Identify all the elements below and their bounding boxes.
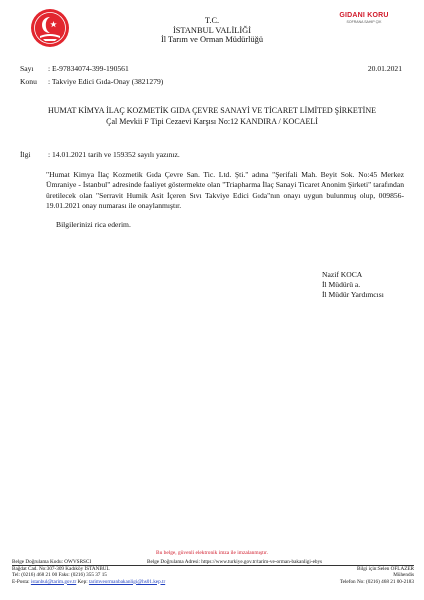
document-date: 20.01.2021 xyxy=(367,64,402,73)
body-paragraph xyxy=(46,170,404,211)
sayi-row xyxy=(20,64,129,73)
header-line-valilik: İSTANBUL VALİLİĞİ xyxy=(172,25,252,35)
header-line-mudurluk: İl Tarım ve Orman Müdürlüğü xyxy=(160,35,264,45)
contact-phone: Telefon No: (0216) 468 21 00-2183 xyxy=(339,578,414,585)
kep-link[interactable]: tarimveormanbakanligi@hs01.kep.tr xyxy=(88,578,166,585)
body-text: "Humat Kimya İlaç Kozmetik Gıda Çevre San. Tic. Ltd. Şti." adına "Şerifali Mah. Beyit Sok. No:45 Merkez Ümraniye - İstanbul" adresinde faaliyet göstermekte olan "Triapharma İlaç Sanayi Ticaret Anonim Şirketi" tarafından üretilecek olan "Serravit Humik Asit İçeren Sıvı Takviye Edici Gıda"nın onayı uygun bulunmuş olup, 009856-19.01.2021 onay numarası ile onaylanmıştır. xyxy=(46,170,404,210)
email-link[interactable]: istanbul@tarim.gov.tr xyxy=(30,578,77,585)
logo-tagline: SOFRANA SAHIP ÇIK xyxy=(346,20,382,24)
sayi-value: : E-97834074-399-190561 xyxy=(48,64,129,73)
recipient-block xyxy=(0,105,424,127)
signatory-title-1: İl Müdürü a. xyxy=(322,280,361,290)
document-header xyxy=(0,16,424,45)
kep-label: Kep: xyxy=(76,578,89,585)
konu-label: Konu xyxy=(20,77,37,86)
closing-line: Bilgilerinizi rica ederim. xyxy=(56,220,131,229)
logo-brand-text: GIDANI KORU xyxy=(339,12,389,19)
verify-address[interactable]: Belge Doğrulama Adresi: https://www.turkiye.gov.tr/tarim-ve-orman-bakanligi-ebys xyxy=(147,559,323,565)
email-label: E-Posta: xyxy=(12,578,31,585)
footer-phone-fax: Tel: (0216) 468 21 00 Faks: (0216) 355 37 15 xyxy=(12,572,107,579)
e-signature-notice: Bu belge, güvenli elektronik imza ile imzalanmıştır. xyxy=(156,550,268,556)
contact-title: Mühendis xyxy=(393,572,414,579)
konu-value: : Takviye Edici Gıda-Onay (3821279) xyxy=(48,77,164,86)
signatory-title-2: İl Müdür Yardımcısı xyxy=(322,290,384,300)
sayi-label: Sayı xyxy=(20,64,34,73)
reference-value: : 14.01.2021 tarih ve 159352 sayılı yazınız. xyxy=(48,150,180,159)
recipient-address: Çal Mevkii F Tipi Cezaevi Karşısı No:12 KANDIRA / KOCAELİ xyxy=(106,117,318,126)
header-line-tc: T.C. xyxy=(204,16,220,25)
verify-code: Belge Doğrulama Kodu: OWVSRSCI xyxy=(12,559,92,565)
konu-row xyxy=(20,77,163,86)
signatory-name: Nazif KOCA xyxy=(322,270,363,279)
reference-row xyxy=(20,150,180,159)
reference-label: İlgi xyxy=(20,150,31,159)
contact-person: Bilgi için:Selen OFLAZER xyxy=(356,566,414,572)
footer-email-row xyxy=(12,579,165,585)
recipient-name: HUMAT KİMYA İLAÇ KOZMETİK GIDA ÇEVRE SANAYİ VE TİCARET LİMİTED ŞİRKETİNE xyxy=(48,106,376,115)
footer-contact xyxy=(334,566,414,585)
footer-address: Bağdat Cad. No:307-309 Kadıköy İSTANBUL xyxy=(12,566,110,572)
signature-block xyxy=(322,270,402,301)
